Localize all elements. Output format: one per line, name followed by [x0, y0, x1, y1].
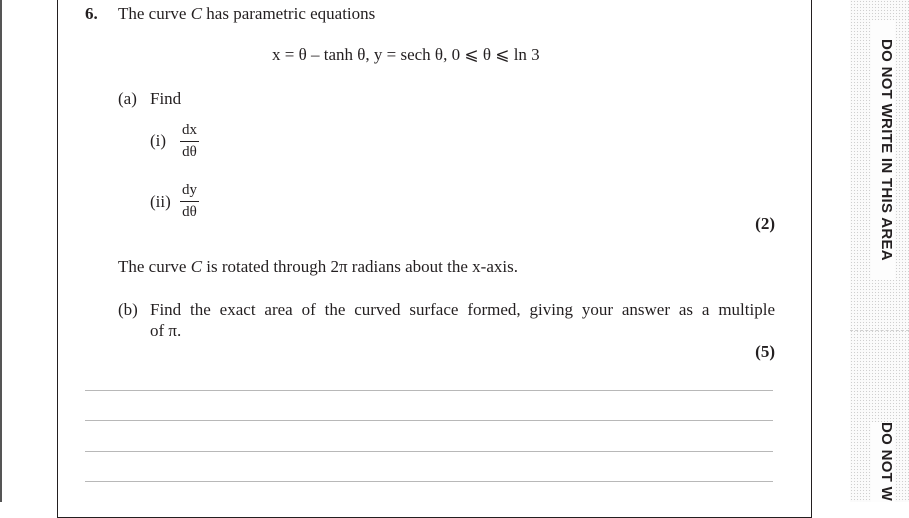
fraction-bar: [180, 141, 199, 142]
part-a-text: Find: [150, 89, 182, 108]
parametric-equations: x = θ – tanh θ, y = sech θ, 0 ⩽ θ ⩽ ln 3: [272, 45, 540, 64]
fraction-denominator: dθ: [182, 144, 197, 160]
page-left-edge: [0, 0, 2, 502]
answer-line[interactable]: [85, 390, 773, 391]
answer-line[interactable]: [85, 420, 773, 421]
margin-label-bottom: DO NOT W: [871, 422, 895, 502]
answer-line[interactable]: [85, 481, 773, 482]
part-a-ii-label: (ii): [150, 192, 171, 211]
margin-divider: [850, 330, 909, 391]
part-a-label: (a): [118, 89, 137, 108]
part-a-marks: (2): [755, 214, 775, 233]
part-a-i-label: (i): [150, 131, 167, 150]
question-number: 6.: [85, 4, 98, 23]
part-b-marks: (5): [755, 342, 775, 361]
fraction-denominator: dθ: [182, 204, 197, 220]
part-b-line-2: of π.: [150, 321, 182, 340]
answer-line[interactable]: [85, 451, 773, 452]
part-b-line-1: Find the exact area of the curved surface formed, giving your answer as a multiple: [150, 300, 775, 319]
question-intro: The curve C has parametric equations: [118, 4, 376, 23]
fraction-bar: [180, 201, 199, 202]
dy-dtheta-fraction: [180, 181, 199, 221]
part-b-label: (b): [118, 300, 138, 319]
dx-dtheta-fraction: [180, 121, 199, 161]
margin-label-top: DO NOT WRITE IN THIS AREA: [871, 20, 895, 280]
fraction-numerator: dx: [182, 122, 197, 138]
fraction-numerator: dy: [182, 182, 197, 198]
rotation-statement: The curve C is rotated through 2π radians about the x-axis.: [118, 257, 518, 276]
